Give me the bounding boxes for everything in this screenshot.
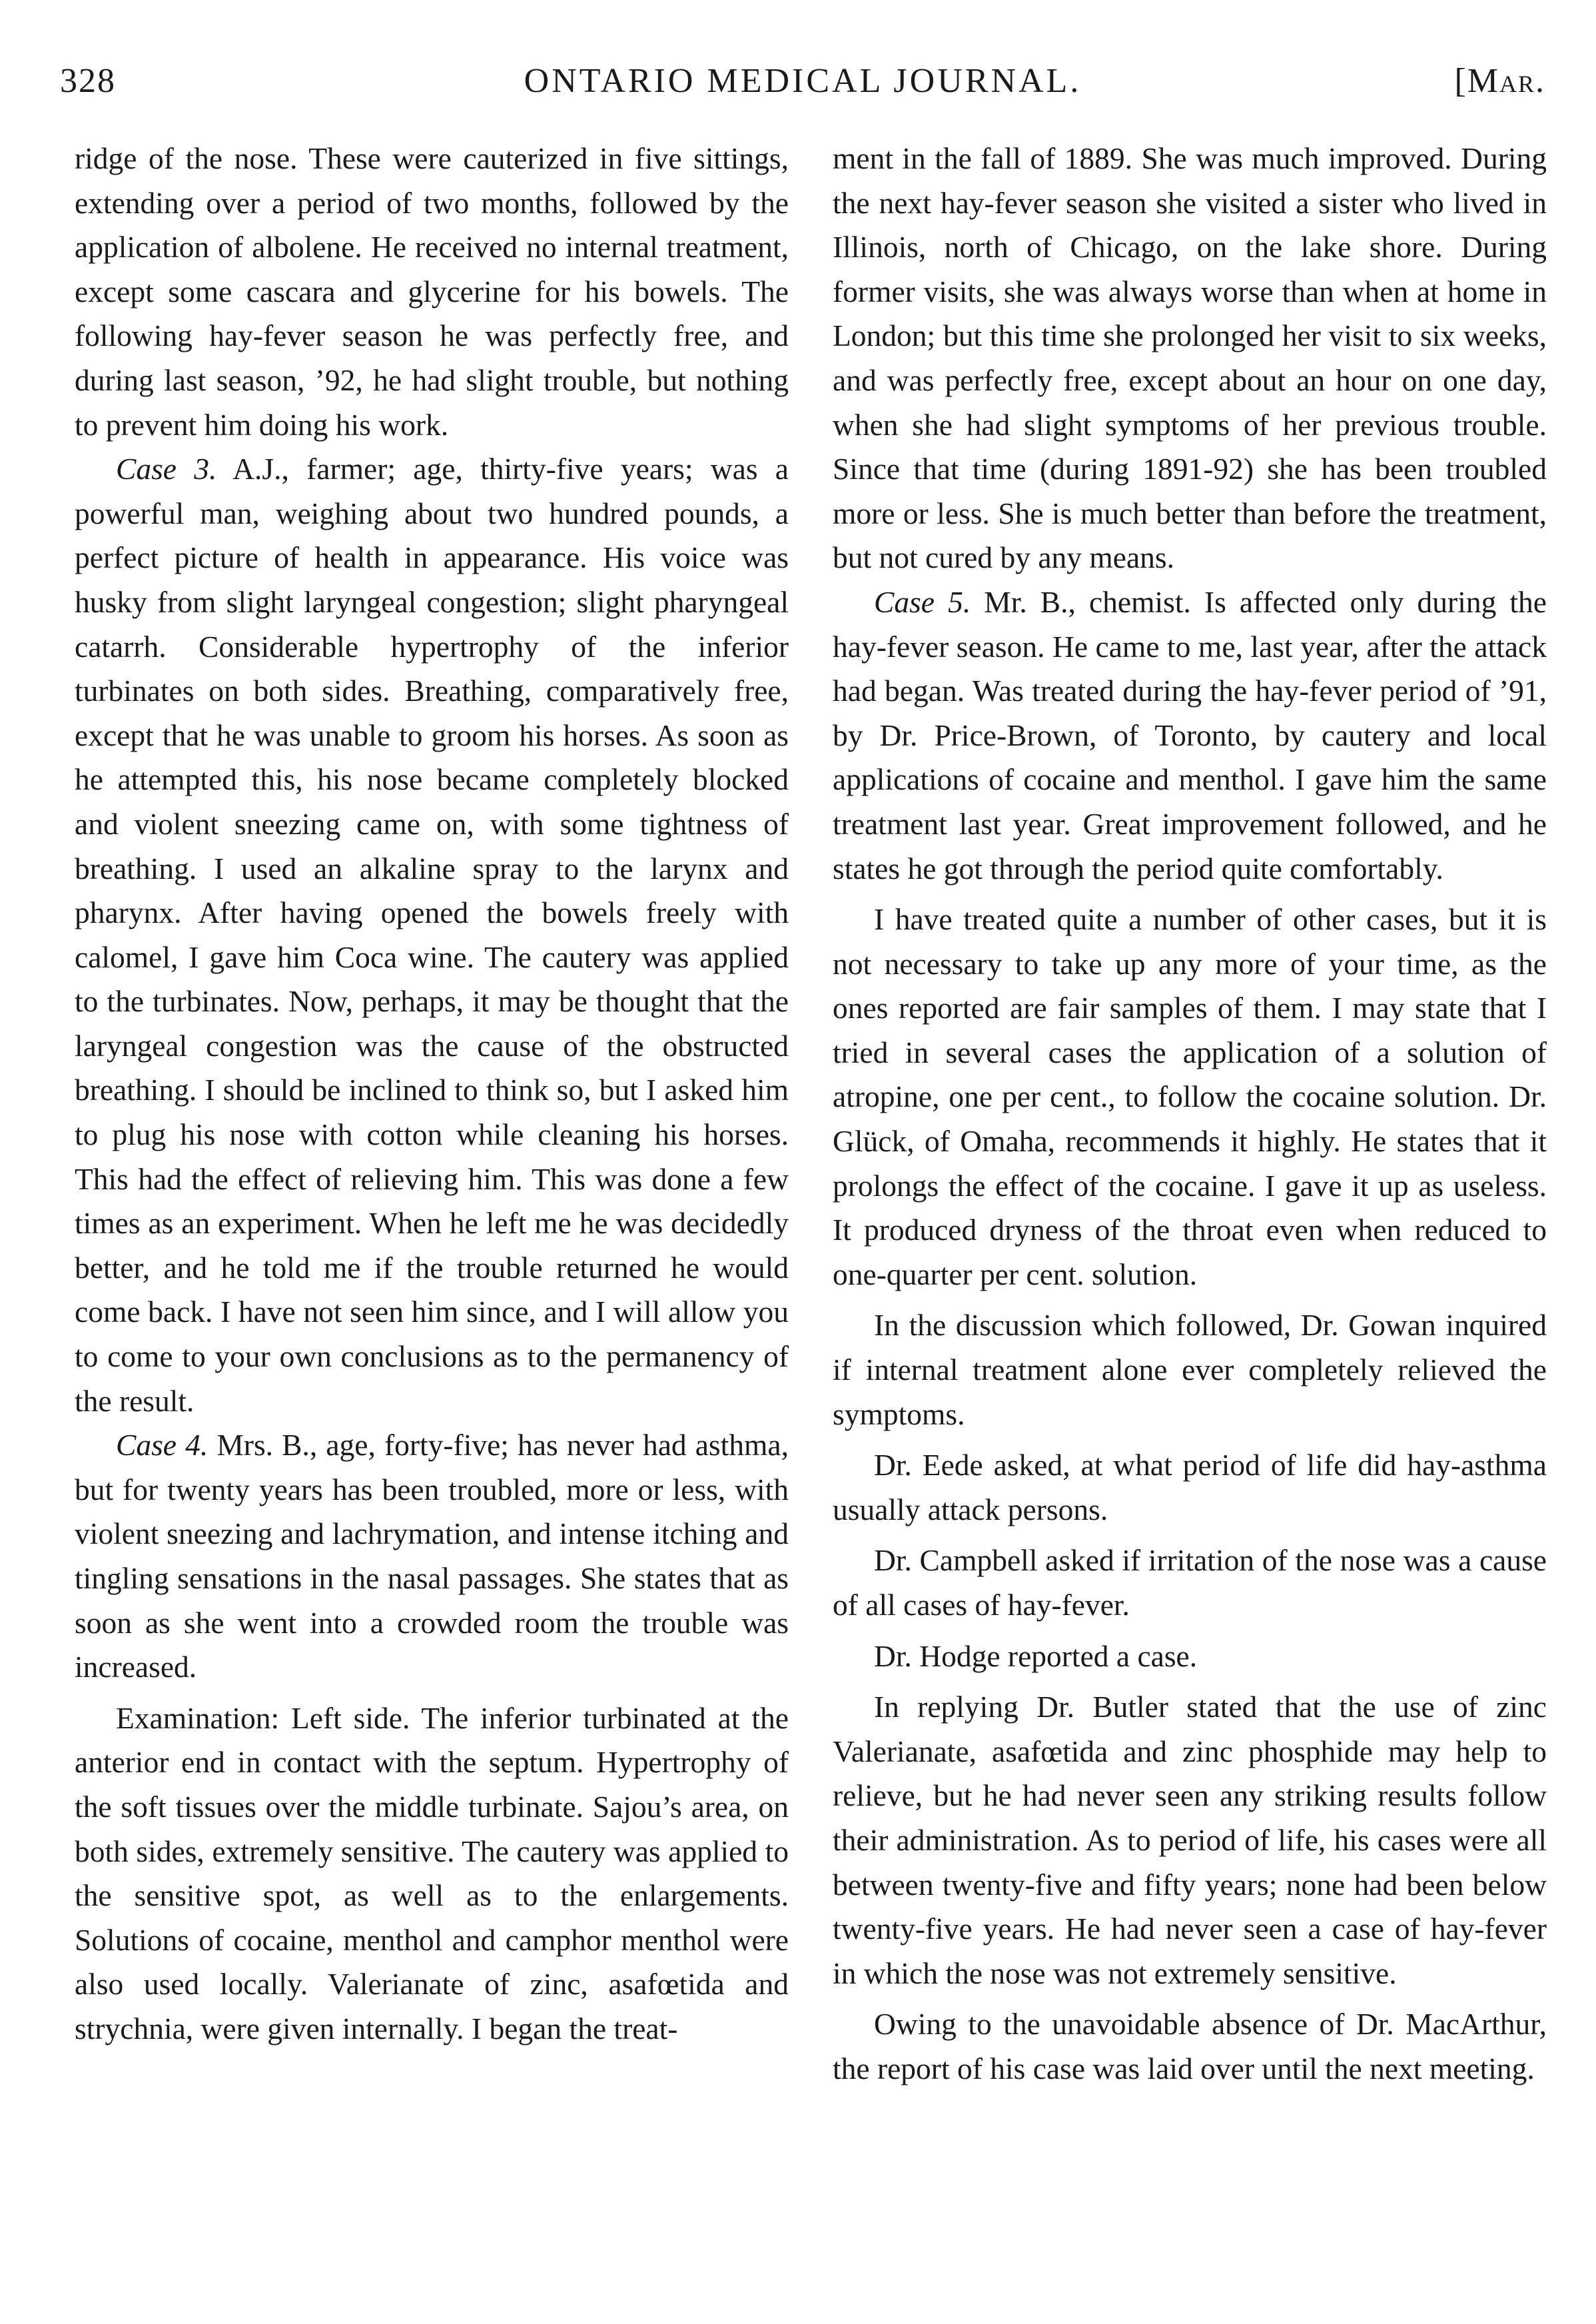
paragraph [833,897,1547,1297]
paragraph [833,1303,1547,1437]
paragraph [833,1538,1547,1627]
case-label: Case 5. [874,584,971,619]
paragraph-text: ridge of the nose. These were cauterized in five sittings, extending over a period of two months, followed by the application of albolene. He received no internal treatment, except some cascara and glycerine for his bowels. The following hay-fever season he was perfectly free, and during last season, ’92, he had slight trouble, but nothing to prevent him doing his work. [75,141,789,442]
paragraph [833,1634,1547,1679]
paragraph-text: Examination: Left side. The inferior turbinated at the anterior end in contact with the septum. Hypertrophy of the soft tissues over the middle turbinate. Sajou’s area, on both sides, extremely sensitive. The cautery was applied to the sensitive spot, as well as to the enlargements. Solutions of cocaine, menthol and camphor menthol were also used locally. Valerianate of zinc, asafœtida and strychnia, were given internally. I began the treat- [75,1700,789,2045]
paragraph-text: Dr. Eede asked, at what period of life did hay-asthma usually attack persons. [833,1448,1547,1526]
left-column [75,137,789,2289]
paragraph [75,1696,789,2051]
case-label: Case 3. [116,452,217,486]
paragraph [833,137,1547,580]
paragraph [833,2002,1547,2091]
paragraph [75,1423,789,1690]
paragraph [75,137,789,447]
page-number: 328 [60,62,116,100]
paragraph-text: Owing to the unavoidable absence of Dr. MacArthur, the report of his case was laid over until the next meeting. [833,2007,1547,2085]
paragraph-text: Dr. Campbell asked if irritation of the nose was a cause of all cases of hay-fever. [833,1543,1547,1622]
issue-month: [Mar. [1454,62,1545,100]
paragraph [75,447,789,1423]
article-body [75,137,1547,2289]
right-column [833,137,1547,2289]
paragraph-text: ment in the fall of 1889. She was much improved. During the next hay-fever season she visited a sister who lived in Illinois, north of Chicago, on the lake shore. During former visits, she was always worse than when at home in London; but this time she prolonged her visit to six weeks, and was perfectly free, except about an hour on one day, when she had slight symptoms of her previous trouble. Since that time (during 1891-92) she has been troubled more or less. She is much better than before the treatment, but not cured by any means. [833,141,1547,575]
paragraph-text: Dr. Hodge reported a case. [874,1638,1198,1673]
paragraph [833,1443,1547,1532]
case-label: Case 4. [116,1428,208,1462]
running-head [60,61,1545,115]
paragraph-text: Mrs. B., age, forty-five; has never had asthma, but for twenty years has been troubled, more or less, with violent sneezing and lachrymation, and intense itching and tingling sensations in the nasal passages. She states that as soon as she went into a crowded room the trouble was increased. [75,1428,789,1684]
paragraph-text: In the discussion which followed, Dr. Gowan inquired if internal treatment alone ever completely relieved the symptoms. [833,1308,1547,1431]
paragraph [833,580,1547,891]
paragraph-text: Mr. B., chemist. Is affected only during the hay-fever season. He came to me, last year, after the attack had began. Was treated during the hay-fever period of ’91, by Dr. Price-Brown, of Toronto, by cautery and local applications of cocaine and menthol. I gave him the same treatment last year. Great improvement followed, and he states he got through the period quite comfortably. [833,584,1547,885]
paragraph [833,1685,1547,1996]
paragraph-text: In replying Dr. Butler stated that the use of zinc Valerianate, asafœtida and zinc phosphide may help to relieve, but he had never seen any striking results follow their administration. As to period of life, his cases were all between twenty-five and fifty years; none had been below twenty-five years. He had never seen a case of hay-fever in which the nose was not extremely sensitive. [833,1690,1547,1990]
journal-title: ONTARIO MEDICAL JOURNAL. [524,62,1082,100]
paragraph-text: I have treated quite a number of other cases, but it is not necessary to take up any more of your time, as the ones reported are fair samples of them. I may state that I tried in several cases the application of a solution of atropine, one per cent., to follow the cocaine solution. Dr. Glück, of Omaha, recommends it highly. He states that it prolongs the effect of the cocaine. I gave it up as useless. It produced dryness of the throat even when reduced to one-quarter per cent. solution. [833,902,1547,1291]
paragraph-text: A.J., farmer; age, thirty-five years; was a powerful man, weighing about two hundred pounds, a perfect picture of health in appearance. His voice was husky from slight laryngeal congestion; slight pharyngeal catarrh. Considerable hypertrophy of the inferior turbinates on both sides. Breathing, comparatively free, except that he was unable to groom his horses. As soon as he attempted this, his nose became completely blocked and violent sneezing came on, with some tightness of breathing. I used an alkaline spray to the larynx and pharynx. After having opened the bowels freely with calomel, I gave him Coca wine. The cautery was applied to the turbinates. Now, perhaps, it may be thought that the laryngeal congestion was the cause of the obstructed breathing. I should be inclined to think so, but I asked him to plug his nose with cotton while cleaning his horses. This had the effect of relieving him. This was done a few times as an experiment. When he left me he was decidedly better, and he told me if the trouble returned he would come back. I have not seen him since, and I will allow you to come to your own conclusions as to the permanency of the result. [75,452,789,1418]
